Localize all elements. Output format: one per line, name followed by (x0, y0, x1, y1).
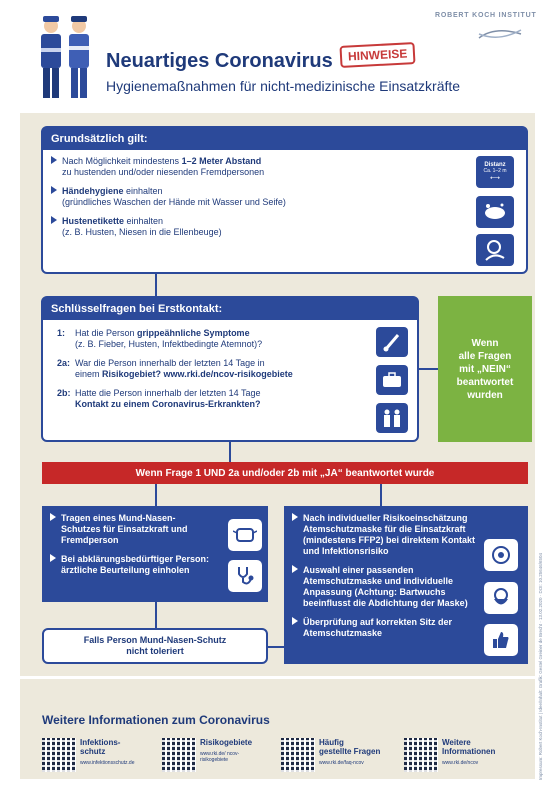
stethoscope-icon (228, 560, 262, 592)
measure-mouth-nose-mask: Tragen eines Mund-Nasen-Schutzes für Einsatzkraft und Fremdperson (50, 513, 212, 546)
key-questions-title: Schlüsselfragen bei Erstkontakt: (43, 298, 417, 320)
connector-line (155, 274, 157, 296)
bullet-arrow-icon (51, 156, 57, 164)
rki-logo-icon (475, 24, 525, 44)
connector-line (155, 484, 157, 506)
link-faq[interactable]: Häufig gestellte Fragen www.rki.de/faq-ncov (281, 738, 380, 772)
handwashing-icon (476, 196, 514, 228)
link-risikogebiete[interactable]: Risikogebiete www.rki.de/ ncov-risikogebiete (162, 738, 252, 772)
yes-condition-bar: Wenn Frage 1 UND 2a und/oder 2b mit „JA“ beantwortet wurde (42, 462, 528, 484)
question-2b: 2b: Hatte die Person innerhalb der letzten 14 Tage Kontakt zu einem Coronavirus-Erkrankten? (57, 388, 261, 409)
arrow-to-respirator (268, 646, 284, 648)
connector-line (380, 484, 382, 506)
org-name: ROBERT KOCH INSTITUT (435, 12, 537, 19)
qr-code-icon (42, 738, 76, 772)
measure-medical-assessment: Bei abklärungsbedürftiger Person: ärztliche Beurteilung einholen (50, 554, 212, 576)
key-questions-box (41, 296, 419, 442)
qr-code-icon (281, 738, 315, 772)
contact-persons-icon (376, 403, 408, 433)
page-title: Neuartiges Coronavirus (106, 50, 333, 72)
connector-line (229, 442, 231, 462)
basics-box (41, 126, 528, 274)
link-more-info[interactable]: Weitere Informationen www.rki.de/ncov (404, 738, 495, 772)
connector-line (155, 602, 157, 628)
bullet-arrow-icon (51, 216, 57, 224)
cough-elbow-icon (476, 234, 514, 266)
qr-code-icon (162, 738, 196, 772)
thumbs-up-icon (484, 624, 518, 656)
measure-mask-fitting: Auswahl einer passenden Atemschutzmaske und individuelle Anpassung (Achtung: Bartwuchs beeinflusst die Abdichtung der Maske) (292, 565, 484, 609)
measure-fit-check: Überprüfung auf korrekten Sitz der Atemschutzmaske (292, 617, 484, 639)
emergency-workers-illustration (33, 12, 99, 104)
hinweise-stamp: HINWEISE (339, 42, 415, 68)
basics-item-distance: Nach Möglichkeit mindestens 1–2 Meter Abstand zu hustenden und/oder niesenden Fremdpersonen (51, 156, 518, 178)
suitcase-icon (376, 365, 408, 395)
imprint-text: Impressum: Robert Koch-Institut | Idee/Inhalt: Grafik: Gestel Greiner de Brecht · 13.02.2020 · DOI: 10.25646/6504 (538, 552, 543, 780)
beard-mask-icon (484, 582, 518, 614)
qr-code-icon (404, 738, 438, 772)
basics-item-cough: Hustenetikette einhalten (z. B. Husten, Niesen in die Ellenbeuge) (51, 216, 518, 238)
thermometer-icon (376, 327, 408, 357)
basics-title: Grundsätzlich gilt: (43, 128, 526, 150)
fallback-box: Falls Person Mund-Nasen-Schutz nicht toleriert (42, 628, 268, 664)
link-infektionsschutz[interactable]: Infektions- schutz www.infektionsschutz.de (42, 738, 134, 772)
more-info-title: Weitere Informationen zum Coronavirus (42, 713, 270, 727)
question-1: 1: Hat die Person grippeähnliche Symptome (z. B. Fieber, Husten, Infektbedingte Atemnot)? (57, 328, 263, 349)
face-mask-icon (228, 519, 262, 551)
page-subtitle: Hygienemaßnahmen für nicht-medizinische Einsatzkräfte (106, 78, 461, 94)
measure-ffp2-mask: Nach individueller Risikoeinschätzung Atemschutzmaske für die Einsatzkraft (mindestens FFP2) bei direktem Kontakt und Infektionsrisiko (292, 513, 484, 557)
basics-item-hands: Händehygiene einhalten (gründliches Waschen der Hände mit Wasser und Seife) (51, 186, 518, 208)
question-2a: 2a: War die Person innerhalb der letzten 14 Tage in einem Risikogebiet? www.rki.de/ncov-risikogebiete (57, 358, 293, 379)
ffp2-mask-icon (484, 539, 518, 571)
arrow-to-green (419, 368, 438, 370)
no-answers-box: Wenn alle Fragen mit „NEIN“ beantwortet wurden (438, 296, 532, 442)
distance-icon: Distanz Ca. 1–2 m ⟷ (476, 156, 514, 188)
section-divider (20, 676, 535, 679)
bullet-arrow-icon (51, 186, 57, 194)
